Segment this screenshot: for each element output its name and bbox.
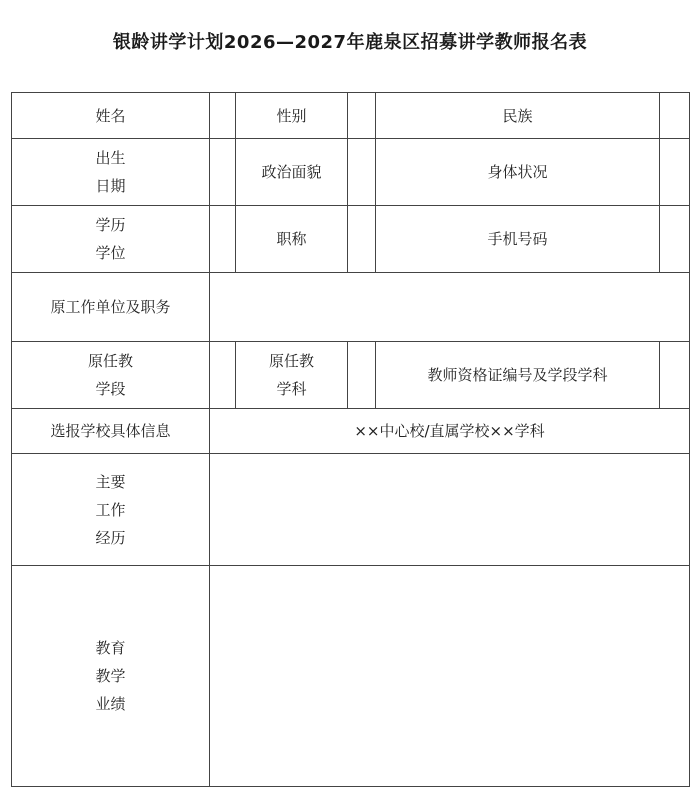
name-field[interactable] [210, 93, 236, 139]
teacher-cert-label: 教师资格证编号及学段学科 [376, 342, 660, 409]
education-label: 学历 学位 [12, 206, 210, 273]
row-teaching [12, 342, 690, 409]
name-label: 姓名 [12, 93, 210, 139]
former-unit-field[interactable] [210, 273, 690, 342]
school-choice-label: 选报学校具体信息 [12, 409, 210, 454]
ethnicity-field[interactable] [660, 93, 690, 139]
ethnicity-label: 民族 [376, 93, 660, 139]
achievement-label: 教育 教学 业绩 [12, 566, 210, 787]
form-title: 银龄讲学计划2026—2027年鹿泉区招募讲学教师报名表 [112, 32, 588, 53]
row-experience [12, 454, 690, 566]
row-name [12, 93, 690, 139]
education-field[interactable] [210, 206, 236, 273]
title-rank-field[interactable] [348, 206, 376, 273]
gender-label: 性别 [236, 93, 348, 139]
political-status-label: 政治面貌 [236, 139, 348, 206]
school-choice-field[interactable]: ××中心校/直属学校××学科 [210, 409, 690, 454]
row-former-unit [12, 273, 690, 342]
title-rank-label: 职称 [236, 206, 348, 273]
phone-label: 手机号码 [376, 206, 660, 273]
gender-field[interactable] [348, 93, 376, 139]
birth-date-label: 出生 日期 [12, 139, 210, 206]
former-stage-label: 原任教 学段 [12, 342, 210, 409]
row-birth [12, 139, 690, 206]
former-subject-label: 原任教 学科 [236, 342, 348, 409]
achievement-field[interactable] [210, 566, 690, 787]
teacher-cert-field[interactable] [660, 342, 690, 409]
health-label: 身体状况 [376, 139, 660, 206]
row-school-choice [12, 409, 690, 454]
former-stage-field[interactable] [210, 342, 236, 409]
phone-field[interactable] [660, 206, 690, 273]
registration-form-table [11, 92, 690, 787]
row-achievement [12, 566, 690, 787]
former-unit-label: 原工作单位及职务 [12, 273, 210, 342]
political-status-field[interactable] [348, 139, 376, 206]
work-experience-field[interactable] [210, 454, 690, 566]
birth-date-field[interactable] [210, 139, 236, 206]
former-subject-field[interactable] [348, 342, 376, 409]
work-experience-label: 主要 工作 经历 [12, 454, 210, 566]
row-education [12, 206, 690, 273]
health-field[interactable] [660, 139, 690, 206]
